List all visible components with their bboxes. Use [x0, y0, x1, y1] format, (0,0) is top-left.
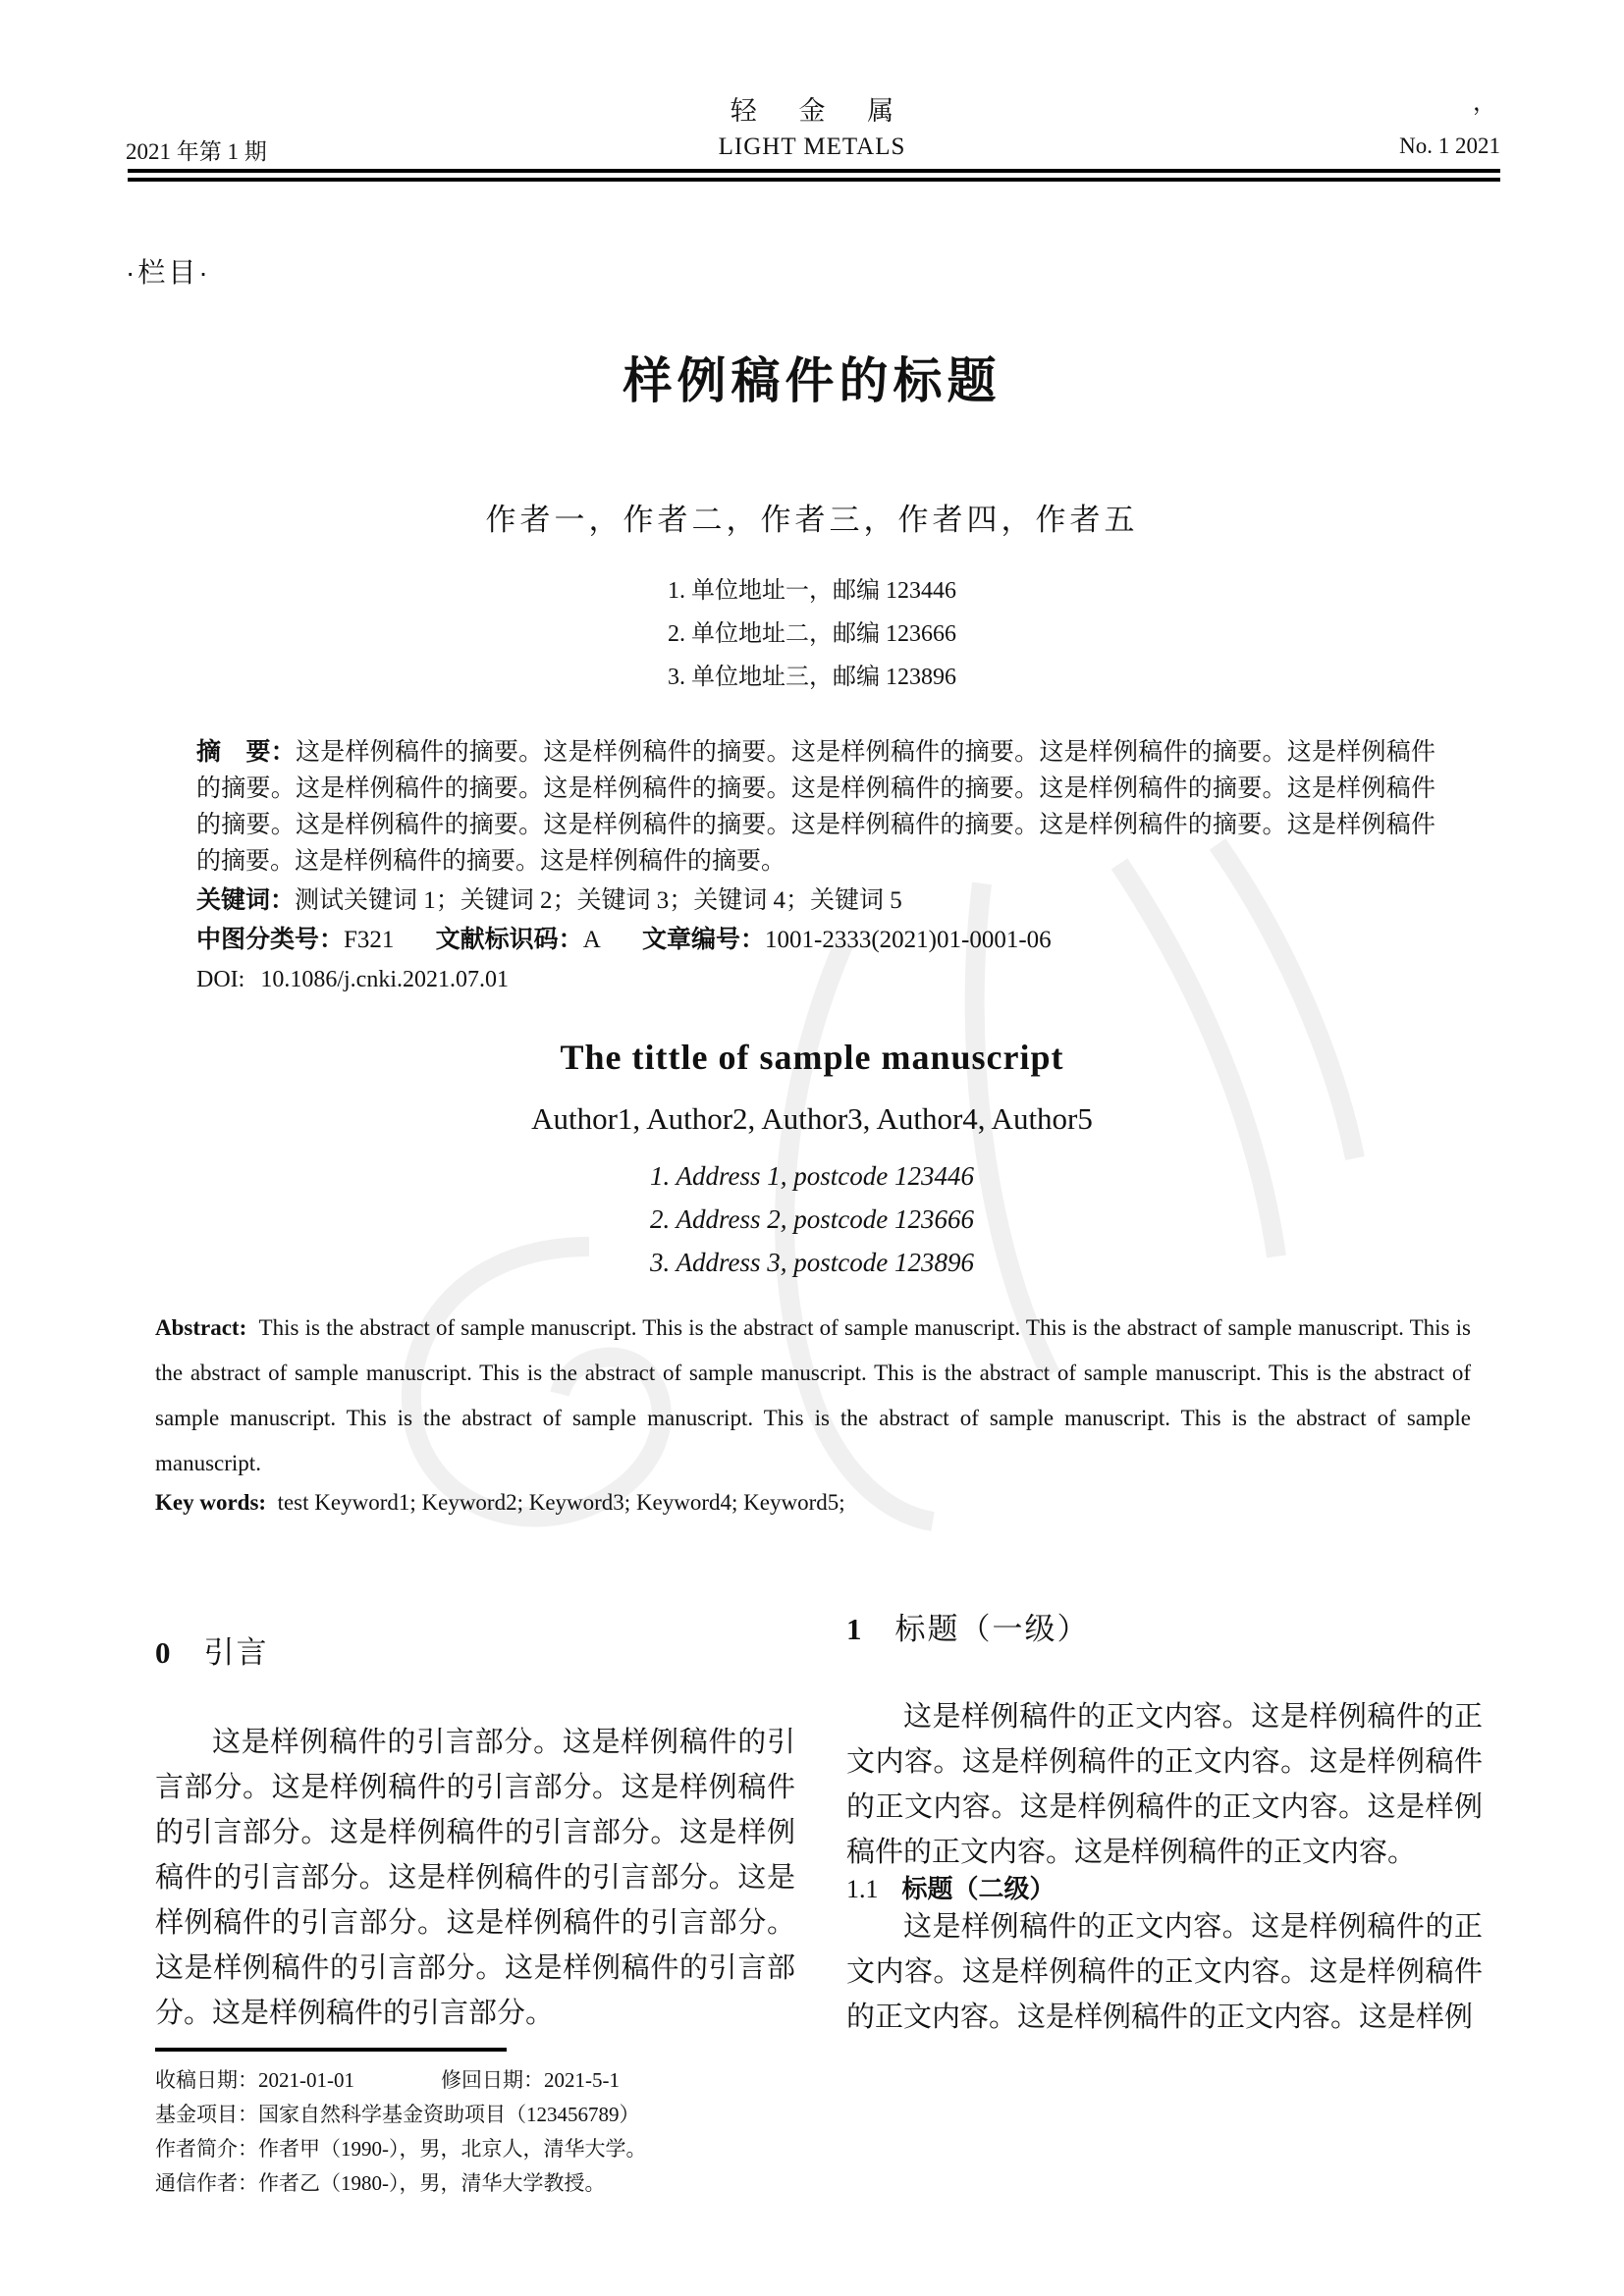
section-1-1-title: 标题（二级） [901, 1874, 1056, 1903]
abstract-cn-text: 这是样例稿件的摘要。这是样例稿件的摘要。这是样例稿件的摘要。这是样例稿件的摘要。这是样例稿件的摘要。这是样例稿件的摘要。这是样例稿件的摘要。这是样例稿件的摘要。这是样例稿件的摘要。这是样例稿件的摘要。这是样例稿件的摘要。这是样例稿件的摘要。这是样例稿件的摘要。这是样例稿件的摘要。这是样例稿件的摘要。这是样例稿件的摘要。这是样例稿件的摘要。 [196, 739, 1435, 875]
bio-text: 作者甲（1990-），男，北京人，清华大学。 [258, 2137, 647, 2161]
abstract-en [155, 1306, 1471, 1486]
article-id-label: 文章编号： [642, 926, 766, 953]
left-column [155, 1610, 795, 2061]
keywords-en-label: Key words: [155, 1490, 267, 1515]
journal-name-en: LIGHT METALS [718, 133, 906, 160]
article-id-value: 1001-2333(2021)01-0001-06 [765, 927, 1052, 953]
abstract-en-text: This is the abstract of sample manuscript. This is the abstract of sample manuscript. This is the abstract of sample manuscript. This is the abstract of sample manuscript. This is the abstract of sample manuscript. This is the abstract of sample manuscript. This is the abstract of sample manuscript. This is the abstract of sample manuscript. This is the abstract of sample manuscript. This is the abstract of sample manuscript. [155, 1315, 1471, 1475]
footnotes [155, 2063, 842, 2201]
affiliation-cn-2: 2. 单位地址二，邮编 123666 [668, 621, 956, 647]
abstract-cn [196, 734, 1435, 880]
doi-value: 10.1086/j.cnki.2021.07.01 [260, 967, 509, 992]
doi-label: DOI: [196, 967, 245, 992]
affiliation-cn-3: 3. 单位地址三，邮编 123896 [668, 665, 956, 690]
header-journal [0, 98, 1624, 159]
affiliation-en-1: 1. Address 1, postcode 123446 [650, 1161, 974, 1191]
received-date-label: 收稿日期： [155, 2069, 258, 2092]
revised-date-label: 修回日期： [441, 2069, 544, 2092]
right-column [846, 1596, 1483, 2067]
abstract-cn-label: 摘 要： [196, 738, 296, 766]
footnote-corresponding [155, 2166, 842, 2201]
section-1-paragraph: 这是样例稿件的正文内容。这是样例稿件的正文内容。这是样例稿件的正文内容。这是样例稿件的正文内容。这是样例稿件的正文内容。这是样例稿件的正文内容。这是样例稿件的正文内容。 [846, 1701, 1483, 1868]
section-1-1-paragraph: 这是样例稿件的正文内容。这是样例稿件的正文内容。这是样例稿件的正文内容。这是样例稿件的正文内容。这是样例稿件的正文内容。这是样例 [846, 1911, 1483, 2033]
clc-label: 中图分类号： [196, 926, 345, 953]
affiliations-cn [0, 569, 1624, 699]
keywords-cn-text: 测试关键词 1；关键词 2；关键词 3；关键词 4；关键词 5 [295, 887, 902, 914]
abstract-en-label: Abstract: [155, 1315, 247, 1340]
affiliation-cn-1: 1. 单位地址一，邮编 123446 [668, 578, 956, 604]
corresponding-label: 通信作者： [155, 2172, 258, 2195]
header-double-rule [128, 169, 1500, 182]
affiliations-en [0, 1154, 1624, 1284]
authors-en: Author1, Author2, Author3, Author4, Author5 [531, 1101, 1093, 1136]
classification-line [196, 922, 1435, 958]
fund-label: 基金项目： [155, 2104, 258, 2126]
affiliation-en-3: 3. Address 3, postcode 123896 [650, 1248, 974, 1277]
footnote-rule [155, 2048, 507, 2052]
keywords-cn [196, 882, 1435, 919]
authors-cn: 作者一，作者二，作者三，作者四，作者五 [485, 503, 1139, 537]
doi-line [196, 962, 1435, 998]
revised-date: 2021-5-1 [544, 2068, 620, 2092]
corresponding-text: 作者乙（1980-），男，清华大学教授。 [258, 2171, 606, 2195]
received-date: 2021-01-01 [258, 2068, 354, 2092]
bio-label: 作者简介： [155, 2138, 258, 2161]
column-section-label: ·栏目· [126, 257, 211, 288]
section-1-heading [846, 1604, 1483, 1648]
journal-name-cn: 轻 金 属 [730, 96, 912, 126]
affiliation-en-2: 2. Address 2, postcode 123666 [650, 1204, 974, 1234]
header-issue-cn: 2021 年第 1 期 [126, 139, 267, 164]
header-issue-en: No. 1 2021 [1399, 133, 1500, 158]
section-1-title: 标题（一级） [894, 1612, 1090, 1646]
section-0-number: 0 [155, 1635, 171, 1670]
fund-text: 国家自然科学基金资助项目（123456789） [258, 2103, 640, 2126]
keywords-en [155, 1490, 845, 1516]
keywords-cn-label: 关键词： [196, 886, 296, 914]
footnote-fund [155, 2098, 842, 2132]
doc-code-value: A [582, 927, 601, 953]
header-stray-comma: ， [1473, 90, 1496, 116]
section-0-paragraph: 这是样例稿件的引言部分。这是样例稿件的引言部分。这是样例稿件的引言部分。这是样例稿件的引言部分。这是样例稿件的引言部分。这是样例稿件的引言部分。这是样例稿件的引言部分。这是样例稿件的引言部分。这是样例稿件的引言部分。这是样例稿件的引言部分。这是样例稿件的引言部分。这是样例稿件的引言部分。 [155, 1727, 795, 2029]
article-title-cn: 样例稿件的标题 [623, 353, 1001, 408]
footnote-bio [155, 2132, 842, 2166]
section-1-1-heading [846, 1869, 1483, 1905]
section-1-1-number: 1.1 [846, 1875, 879, 1903]
section-0-title: 引言 [203, 1635, 269, 1670]
footnote-dates [155, 2063, 842, 2098]
section-1-number: 1 [846, 1612, 862, 1646]
section-0-heading [155, 1628, 795, 1672]
article-title-en: The tittle of sample manuscript [560, 1038, 1064, 1077]
clc-value: F321 [344, 927, 395, 953]
doc-code-label: 文献标识码： [435, 926, 583, 953]
keywords-en-text: test Keyword1; Keyword2; Keyword3; Keyword4; Keyword5; [277, 1490, 845, 1515]
